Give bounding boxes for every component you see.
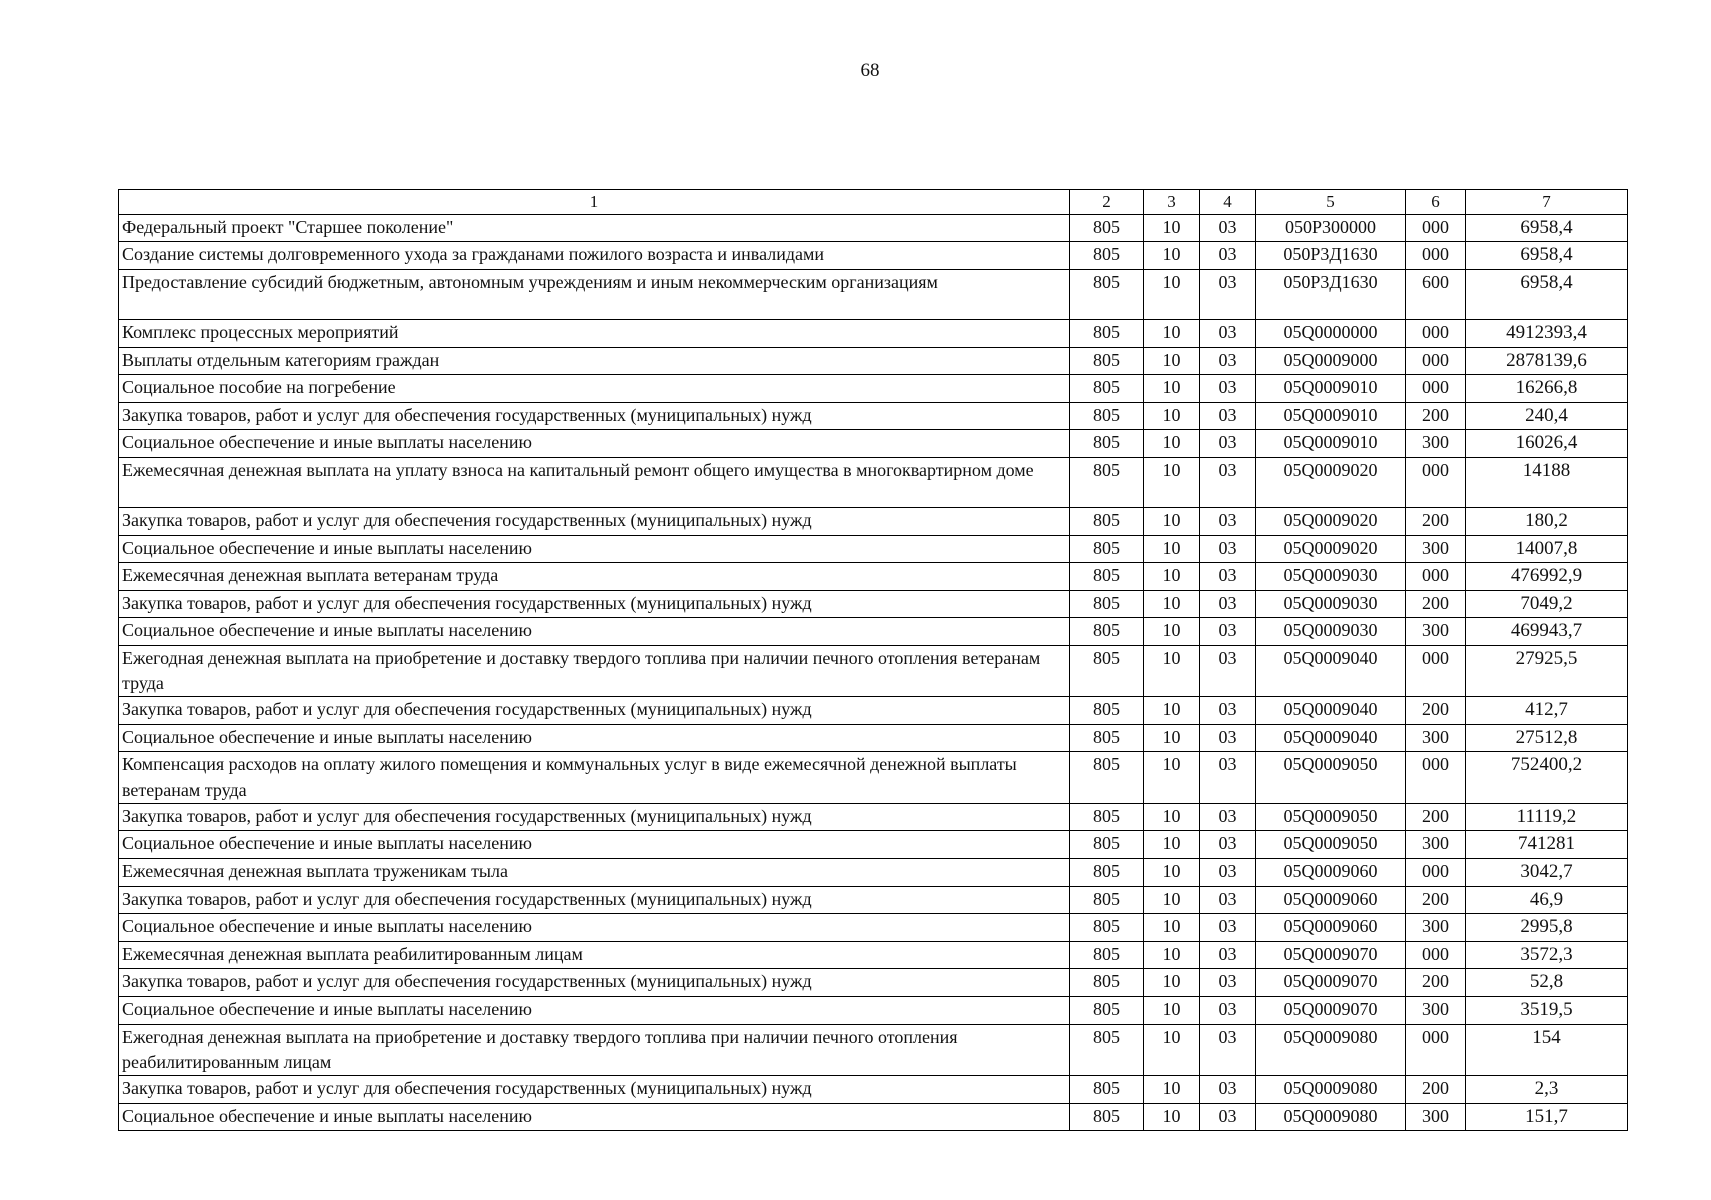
table-row <box>119 697 1628 725</box>
row-code-cell: 300 <box>1406 831 1466 859</box>
row-code-cell: 805 <box>1070 269 1144 319</box>
row-amount-cell: 27925,5 <box>1466 645 1628 696</box>
table-row <box>119 969 1628 997</box>
table-row <box>119 997 1628 1025</box>
row-code-cell: 805 <box>1070 997 1144 1025</box>
table-row <box>119 507 1628 535</box>
row-code-cell: 05Q0009060 <box>1256 886 1406 914</box>
row-code-cell: 03 <box>1200 590 1256 618</box>
row-name-cell: Закупка товаров, работ и услуг для обеспечения государственных (муниципальных) нужд <box>119 803 1070 831</box>
row-code-cell: 05Q0009040 <box>1256 724 1406 752</box>
row-code-cell: 10 <box>1144 507 1200 535</box>
row-code-cell: 03 <box>1200 1103 1256 1131</box>
row-code-cell: 05Q0009020 <box>1256 535 1406 563</box>
row-code-cell: 300 <box>1406 914 1466 942</box>
row-code-cell: 05Q0009030 <box>1256 590 1406 618</box>
row-code-cell: 000 <box>1406 242 1466 270</box>
table-row <box>119 242 1628 270</box>
header-cell: 6 <box>1406 190 1466 215</box>
row-code-cell: 05Q0009040 <box>1256 645 1406 696</box>
row-code-cell: 10 <box>1144 319 1200 347</box>
row-code-cell: 300 <box>1406 618 1466 646</box>
row-name-cell: Ежемесячная денежная выплата на уплату взноса на капитальный ремонт общего имущества в многоквартирном доме <box>119 457 1070 507</box>
row-code-cell: 805 <box>1070 375 1144 403</box>
table-row <box>119 457 1628 507</box>
row-code-cell: 05Q0000000 <box>1256 319 1406 347</box>
row-code-cell: 200 <box>1406 590 1466 618</box>
row-code-cell: 05Q0009030 <box>1256 563 1406 591</box>
row-code-cell: 200 <box>1406 507 1466 535</box>
header-cell: 5 <box>1256 190 1406 215</box>
row-code-cell: 05Q0009010 <box>1256 375 1406 403</box>
row-code-cell: 805 <box>1070 430 1144 458</box>
row-code-cell: 03 <box>1200 697 1256 725</box>
row-amount-cell: 752400,2 <box>1466 752 1628 803</box>
row-name-cell: Закупка товаров, работ и услуг для обеспечения государственных (муниципальных) нужд <box>119 402 1070 430</box>
row-code-cell: 03 <box>1200 430 1256 458</box>
row-amount-cell: 476992,9 <box>1466 563 1628 591</box>
table-row <box>119 563 1628 591</box>
row-code-cell: 10 <box>1144 1075 1200 1103</box>
table-body <box>119 214 1628 1130</box>
row-name-cell: Компенсация расходов на оплату жилого помещения и коммунальных услуг в виде ежемесячной денежной выплаты ветеранам труда <box>119 752 1070 803</box>
row-name-cell: Социальное обеспечение и иные выплаты населению <box>119 997 1070 1025</box>
row-amount-cell: 7049,2 <box>1466 590 1628 618</box>
row-name-cell: Предоставление субсидий бюджетным, автономным учреждениям и иным некоммерческим организациям <box>119 269 1070 319</box>
row-code-cell: 805 <box>1070 697 1144 725</box>
table-row <box>119 752 1628 803</box>
row-code-cell: 200 <box>1406 402 1466 430</box>
row-name-cell: Ежемесячная денежная выплата ветеранам труда <box>119 563 1070 591</box>
row-amount-cell: 52,8 <box>1466 969 1628 997</box>
row-code-cell: 805 <box>1070 535 1144 563</box>
row-code-cell: 805 <box>1070 886 1144 914</box>
row-code-cell: 805 <box>1070 859 1144 887</box>
row-code-cell: 05Q0009030 <box>1256 618 1406 646</box>
row-code-cell: 805 <box>1070 319 1144 347</box>
row-code-cell: 03 <box>1200 914 1256 942</box>
row-amount-cell: 741281 <box>1466 831 1628 859</box>
header-cell: 2 <box>1070 190 1144 215</box>
row-code-cell: 03 <box>1200 269 1256 319</box>
row-code-cell: 10 <box>1144 886 1200 914</box>
row-code-cell: 03 <box>1200 969 1256 997</box>
row-code-cell: 300 <box>1406 1103 1466 1131</box>
row-code-cell: 000 <box>1406 941 1466 969</box>
row-code-cell: 10 <box>1144 430 1200 458</box>
row-amount-cell: 46,9 <box>1466 886 1628 914</box>
row-name-cell: Выплаты отдельным категориям граждан <box>119 347 1070 375</box>
row-name-cell: Социальное обеспечение и иные выплаты населению <box>119 618 1070 646</box>
row-code-cell: 10 <box>1144 590 1200 618</box>
table-row <box>119 618 1628 646</box>
row-code-cell: 600 <box>1406 269 1466 319</box>
table-row <box>119 402 1628 430</box>
row-code-cell: 03 <box>1200 402 1256 430</box>
row-code-cell: 10 <box>1144 618 1200 646</box>
row-amount-cell: 2995,8 <box>1466 914 1628 942</box>
row-code-cell: 805 <box>1070 969 1144 997</box>
row-code-cell: 300 <box>1406 535 1466 563</box>
row-code-cell: 805 <box>1070 941 1144 969</box>
row-code-cell: 200 <box>1406 1075 1466 1103</box>
table-row <box>119 214 1628 242</box>
row-code-cell: 200 <box>1406 697 1466 725</box>
row-code-cell: 200 <box>1406 803 1466 831</box>
row-code-cell: 000 <box>1406 375 1466 403</box>
row-code-cell: 05Q0009040 <box>1256 697 1406 725</box>
row-code-cell: 10 <box>1144 563 1200 591</box>
row-name-cell: Ежемесячная денежная выплата труженикам тыла <box>119 859 1070 887</box>
table-row <box>119 1075 1628 1103</box>
row-name-cell: Ежегодная денежная выплата на приобретение и доставку твердого топлива при наличии печного отопления реабилитированным лицам <box>119 1024 1070 1075</box>
row-code-cell: 05Q0009080 <box>1256 1103 1406 1131</box>
row-code-cell: 050P3Д1630 <box>1256 242 1406 270</box>
table-row <box>119 803 1628 831</box>
row-code-cell: 05Q0009000 <box>1256 347 1406 375</box>
row-amount-cell: 16266,8 <box>1466 375 1628 403</box>
row-name-cell: Социальное обеспечение и иные выплаты населению <box>119 831 1070 859</box>
row-amount-cell: 6958,4 <box>1466 214 1628 242</box>
row-code-cell: 200 <box>1406 886 1466 914</box>
row-code-cell: 03 <box>1200 563 1256 591</box>
table-row <box>119 859 1628 887</box>
row-amount-cell: 4912393,4 <box>1466 319 1628 347</box>
table-row <box>119 590 1628 618</box>
header-cell: 4 <box>1200 190 1256 215</box>
row-amount-cell: 14007,8 <box>1466 535 1628 563</box>
row-code-cell: 03 <box>1200 752 1256 803</box>
table-row <box>119 347 1628 375</box>
row-name-cell: Социальное обеспечение и иные выплаты населению <box>119 1103 1070 1131</box>
row-name-cell: Закупка товаров, работ и услуг для обеспечения государственных (муниципальных) нужд <box>119 969 1070 997</box>
row-code-cell: 03 <box>1200 859 1256 887</box>
row-code-cell: 03 <box>1200 347 1256 375</box>
row-code-cell: 03 <box>1200 803 1256 831</box>
row-name-cell: Закупка товаров, работ и услуг для обеспечения государственных (муниципальных) нужд <box>119 590 1070 618</box>
row-code-cell: 000 <box>1406 457 1466 507</box>
row-code-cell: 10 <box>1144 752 1200 803</box>
table-row <box>119 535 1628 563</box>
row-code-cell: 000 <box>1406 859 1466 887</box>
row-code-cell: 10 <box>1144 859 1200 887</box>
row-name-cell: Социальное обеспечение и иные выплаты населению <box>119 430 1070 458</box>
row-code-cell: 805 <box>1070 645 1144 696</box>
table-row <box>119 886 1628 914</box>
row-code-cell: 03 <box>1200 1024 1256 1075</box>
row-code-cell: 10 <box>1144 803 1200 831</box>
row-name-cell: Закупка товаров, работ и услуг для обеспечения государственных (муниципальных) нужд <box>119 507 1070 535</box>
row-code-cell: 03 <box>1200 1075 1256 1103</box>
row-code-cell: 10 <box>1144 724 1200 752</box>
row-code-cell: 03 <box>1200 535 1256 563</box>
row-amount-cell: 2,3 <box>1466 1075 1628 1103</box>
row-amount-cell: 6958,4 <box>1466 269 1628 319</box>
row-code-cell: 10 <box>1144 402 1200 430</box>
table-row <box>119 269 1628 319</box>
row-code-cell: 10 <box>1144 242 1200 270</box>
row-code-cell: 03 <box>1200 214 1256 242</box>
row-code-cell: 10 <box>1144 1103 1200 1131</box>
row-code-cell: 000 <box>1406 645 1466 696</box>
row-code-cell: 805 <box>1070 914 1144 942</box>
row-code-cell: 03 <box>1200 319 1256 347</box>
budget-table <box>118 189 1628 1131</box>
row-code-cell: 05Q0009060 <box>1256 859 1406 887</box>
row-amount-cell: 2878139,6 <box>1466 347 1628 375</box>
table-row <box>119 319 1628 347</box>
row-code-cell: 05Q0009020 <box>1256 457 1406 507</box>
row-code-cell: 05Q0009050 <box>1256 752 1406 803</box>
row-code-cell: 805 <box>1070 214 1144 242</box>
row-code-cell: 805 <box>1070 402 1144 430</box>
row-code-cell: 03 <box>1200 457 1256 507</box>
row-code-cell: 03 <box>1200 375 1256 403</box>
row-code-cell: 000 <box>1406 319 1466 347</box>
row-name-cell: Закупка товаров, работ и услуг для обеспечения государственных (муниципальных) нужд <box>119 886 1070 914</box>
row-code-cell: 050P3Д1630 <box>1256 269 1406 319</box>
row-code-cell: 10 <box>1144 914 1200 942</box>
row-code-cell: 805 <box>1070 831 1144 859</box>
row-code-cell: 05Q0009010 <box>1256 430 1406 458</box>
row-code-cell: 000 <box>1406 347 1466 375</box>
row-code-cell: 10 <box>1144 831 1200 859</box>
row-code-cell: 200 <box>1406 969 1466 997</box>
row-amount-cell: 14188 <box>1466 457 1628 507</box>
row-code-cell: 10 <box>1144 997 1200 1025</box>
table-row <box>119 1024 1628 1075</box>
table-row <box>119 375 1628 403</box>
row-code-cell: 805 <box>1070 590 1144 618</box>
table-row <box>119 1103 1628 1131</box>
row-code-cell: 03 <box>1200 507 1256 535</box>
row-code-cell: 805 <box>1070 563 1144 591</box>
row-amount-cell: 240,4 <box>1466 402 1628 430</box>
row-code-cell: 03 <box>1200 618 1256 646</box>
row-code-cell: 10 <box>1144 645 1200 696</box>
row-code-cell: 03 <box>1200 997 1256 1025</box>
row-name-cell: Социальное обеспечение и иные выплаты населению <box>119 724 1070 752</box>
row-code-cell: 03 <box>1200 831 1256 859</box>
row-code-cell: 805 <box>1070 507 1144 535</box>
table-row <box>119 941 1628 969</box>
header-cell: 3 <box>1144 190 1200 215</box>
row-code-cell: 05Q0009010 <box>1256 402 1406 430</box>
table-row <box>119 430 1628 458</box>
row-amount-cell: 16026,4 <box>1466 430 1628 458</box>
row-name-cell: Ежемесячная денежная выплата реабилитированным лицам <box>119 941 1070 969</box>
row-code-cell: 805 <box>1070 457 1144 507</box>
row-name-cell: Социальное обеспечение и иные выплаты населению <box>119 535 1070 563</box>
row-code-cell: 000 <box>1406 752 1466 803</box>
row-code-cell: 000 <box>1406 1024 1466 1075</box>
row-code-cell: 805 <box>1070 724 1144 752</box>
row-code-cell: 10 <box>1144 969 1200 997</box>
row-code-cell: 805 <box>1070 1103 1144 1131</box>
header-cell: 7 <box>1466 190 1628 215</box>
row-name-cell: Комплекс процессных мероприятий <box>119 319 1070 347</box>
row-code-cell: 05Q0009050 <box>1256 803 1406 831</box>
row-code-cell: 10 <box>1144 457 1200 507</box>
row-amount-cell: 154 <box>1466 1024 1628 1075</box>
row-name-cell: Создание системы долговременного ухода за гражданами пожилого возраста и инвалидами <box>119 242 1070 270</box>
row-code-cell: 10 <box>1144 269 1200 319</box>
row-amount-cell: 3042,7 <box>1466 859 1628 887</box>
row-amount-cell: 151,7 <box>1466 1103 1628 1131</box>
row-code-cell: 300 <box>1406 997 1466 1025</box>
row-code-cell: 805 <box>1070 618 1144 646</box>
table-row <box>119 831 1628 859</box>
row-amount-cell: 469943,7 <box>1466 618 1628 646</box>
row-code-cell: 805 <box>1070 1024 1144 1075</box>
row-name-cell: Закупка товаров, работ и услуг для обеспечения государственных (муниципальных) нужд <box>119 1075 1070 1103</box>
row-code-cell: 000 <box>1406 214 1466 242</box>
row-amount-cell: 3519,5 <box>1466 997 1628 1025</box>
row-code-cell: 05Q0009080 <box>1256 1024 1406 1075</box>
row-code-cell: 10 <box>1144 375 1200 403</box>
header-cell: 1 <box>119 190 1070 215</box>
row-code-cell: 805 <box>1070 1075 1144 1103</box>
row-amount-cell: 412,7 <box>1466 697 1628 725</box>
table-header <box>119 190 1628 215</box>
row-code-cell: 03 <box>1200 941 1256 969</box>
row-code-cell: 05Q0009070 <box>1256 997 1406 1025</box>
row-code-cell: 10 <box>1144 347 1200 375</box>
row-code-cell: 03 <box>1200 724 1256 752</box>
row-code-cell: 300 <box>1406 430 1466 458</box>
table-row <box>119 724 1628 752</box>
row-name-cell: Социальное обеспечение и иные выплаты населению <box>119 914 1070 942</box>
row-code-cell: 050P300000 <box>1256 214 1406 242</box>
row-code-cell: 03 <box>1200 242 1256 270</box>
row-amount-cell: 11119,2 <box>1466 803 1628 831</box>
table-row <box>119 645 1628 696</box>
row-code-cell: 10 <box>1144 1024 1200 1075</box>
row-code-cell: 805 <box>1070 803 1144 831</box>
row-amount-cell: 27512,8 <box>1466 724 1628 752</box>
row-code-cell: 300 <box>1406 724 1466 752</box>
row-code-cell: 805 <box>1070 347 1144 375</box>
row-code-cell: 05Q0009070 <box>1256 941 1406 969</box>
row-code-cell: 05Q0009080 <box>1256 1075 1406 1103</box>
row-name-cell: Федеральный проект "Старшее поколение" <box>119 214 1070 242</box>
row-code-cell: 000 <box>1406 563 1466 591</box>
row-code-cell: 805 <box>1070 242 1144 270</box>
row-amount-cell: 180,2 <box>1466 507 1628 535</box>
row-code-cell: 05Q0009020 <box>1256 507 1406 535</box>
row-name-cell: Социальное пособие на погребение <box>119 375 1070 403</box>
row-code-cell: 03 <box>1200 645 1256 696</box>
row-code-cell: 10 <box>1144 941 1200 969</box>
row-amount-cell: 3572,3 <box>1466 941 1628 969</box>
header-row <box>119 190 1628 215</box>
page-number: 68 <box>860 60 880 81</box>
row-code-cell: 05Q0009060 <box>1256 914 1406 942</box>
row-code-cell: 05Q0009050 <box>1256 831 1406 859</box>
row-name-cell: Закупка товаров, работ и услуг для обеспечения государственных (муниципальных) нужд <box>119 697 1070 725</box>
row-code-cell: 10 <box>1144 214 1200 242</box>
row-code-cell: 05Q0009070 <box>1256 969 1406 997</box>
row-code-cell: 805 <box>1070 752 1144 803</box>
row-code-cell: 10 <box>1144 535 1200 563</box>
row-amount-cell: 6958,4 <box>1466 242 1628 270</box>
row-code-cell: 03 <box>1200 886 1256 914</box>
row-code-cell: 10 <box>1144 697 1200 725</box>
row-name-cell: Ежегодная денежная выплата на приобретение и доставку твердого топлива при наличии печного отопления ветеранам труда <box>119 645 1070 696</box>
table-row <box>119 914 1628 942</box>
